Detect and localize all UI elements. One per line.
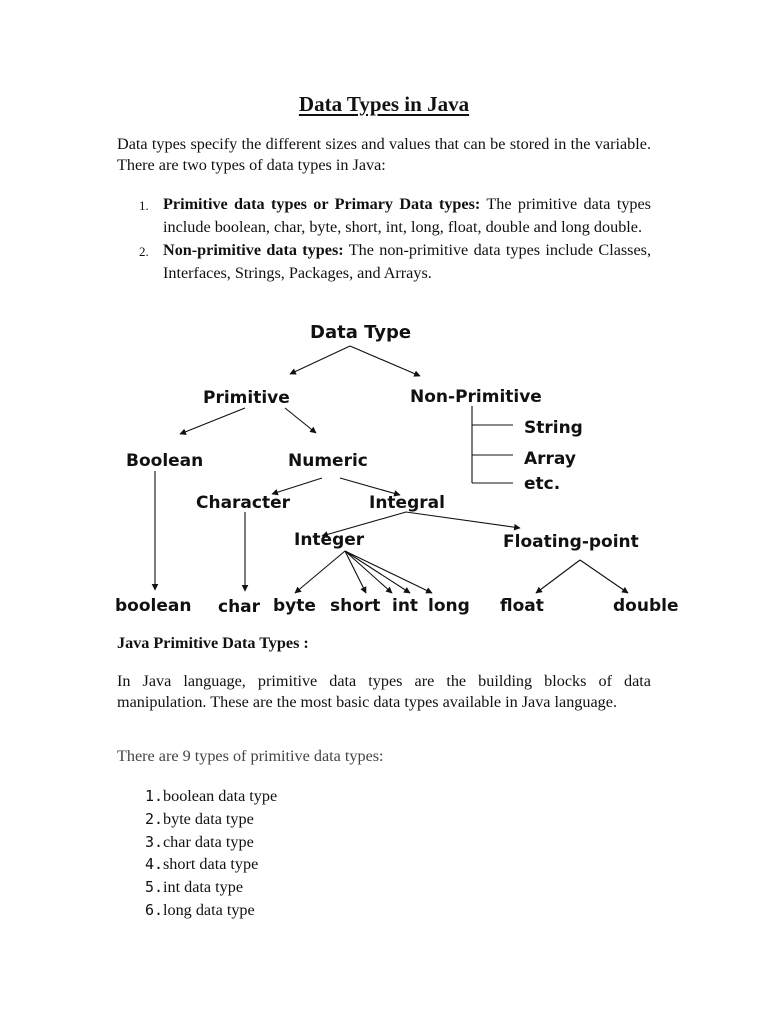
list-item (117, 853, 277, 876)
list-item-term: Non-primitive data types: (163, 241, 344, 259)
list-number: 2. (139, 244, 149, 259)
node-data-type: Data Type (310, 322, 412, 343)
list-number: 6. (144, 900, 163, 919)
node-string: String (524, 418, 583, 438)
edge-floating-double (580, 560, 628, 593)
list-item (117, 193, 651, 239)
leaf-byte: byte (273, 596, 316, 616)
leaf-double: double (613, 596, 679, 616)
list-item-text: byte data type (163, 809, 254, 828)
leaf-char: char (218, 597, 261, 617)
list-item-text: char data type (163, 832, 254, 851)
list-number: 4. (144, 855, 163, 874)
primitive-types-list (117, 785, 277, 922)
node-non-primitive: Non-Primitive (410, 387, 542, 407)
leaf-int: int (392, 596, 419, 616)
data-types-list (117, 193, 651, 285)
intro-paragraph: Data types specify the different sizes and values that can be stored in the variable. There are two types of data types in Java: (117, 135, 651, 174)
node-integral: Integral (369, 493, 445, 513)
edge-root-nonprimitive (350, 346, 420, 376)
leaf-long: long (428, 596, 470, 616)
list-item-text: int data type (163, 878, 244, 897)
leaf-short: short (330, 596, 381, 616)
page-title: Data Types in Java (298, 92, 470, 116)
leaf-boolean: boolean (115, 596, 192, 616)
edge-root-primitive (290, 346, 350, 374)
edge-integer-long (345, 551, 432, 593)
list-item (117, 785, 277, 808)
list-number: 3. (144, 832, 163, 851)
list-item-text: The primitive data types include boolean, char, byte, short, int, long, float, double and long double. (163, 195, 651, 236)
list-number: 2. (144, 809, 163, 828)
node-boolean: Boolean (126, 451, 204, 471)
list-number: 5. (144, 878, 163, 897)
list-item-term: Primitive data types or Primary Data types: (163, 195, 481, 213)
section-heading: Java Primitive Data Types : (117, 634, 309, 652)
edge-integral-floating (406, 512, 520, 528)
list-item-text: short data type (163, 855, 259, 874)
list-item (117, 239, 651, 285)
node-array: Array (524, 449, 576, 469)
node-character: Character (196, 493, 291, 513)
count-line: There are 9 types of primitive data types: (117, 747, 384, 765)
edge-primitive-boolean (180, 408, 245, 434)
edge-numeric-character (272, 478, 322, 494)
list-item (117, 876, 277, 899)
node-primitive: Primitive (203, 388, 290, 408)
edge-primitive-numeric (285, 408, 316, 433)
leaf-float: float (500, 596, 544, 616)
edge-integer-int2 (345, 551, 410, 593)
list-item (117, 899, 277, 922)
section-paragraph: In Java language, primitive data types are the building blocks of data manipulation. These are the most basic data types available in Java language. (117, 672, 651, 711)
list-item-text: long data type (163, 900, 255, 919)
edge-integer-int (345, 551, 392, 593)
list-number: 1. (139, 198, 149, 213)
data-type-diagram (110, 318, 700, 628)
node-integer: Integer (294, 530, 365, 550)
list-item (117, 831, 277, 854)
list-item (117, 808, 277, 831)
node-etc: etc. (524, 474, 561, 494)
node-floating-point: Floating-point (503, 532, 639, 552)
list-item-text: boolean data type (163, 787, 278, 805)
edge-floating-float (536, 560, 580, 593)
list-number: 1. (144, 787, 163, 805)
edge-integer-byte (295, 551, 345, 593)
node-numeric: Numeric (288, 451, 368, 471)
list-item-text: The non-primitive data types include Classes, Interfaces, Strings, Packages, and Arrays. (163, 241, 652, 282)
